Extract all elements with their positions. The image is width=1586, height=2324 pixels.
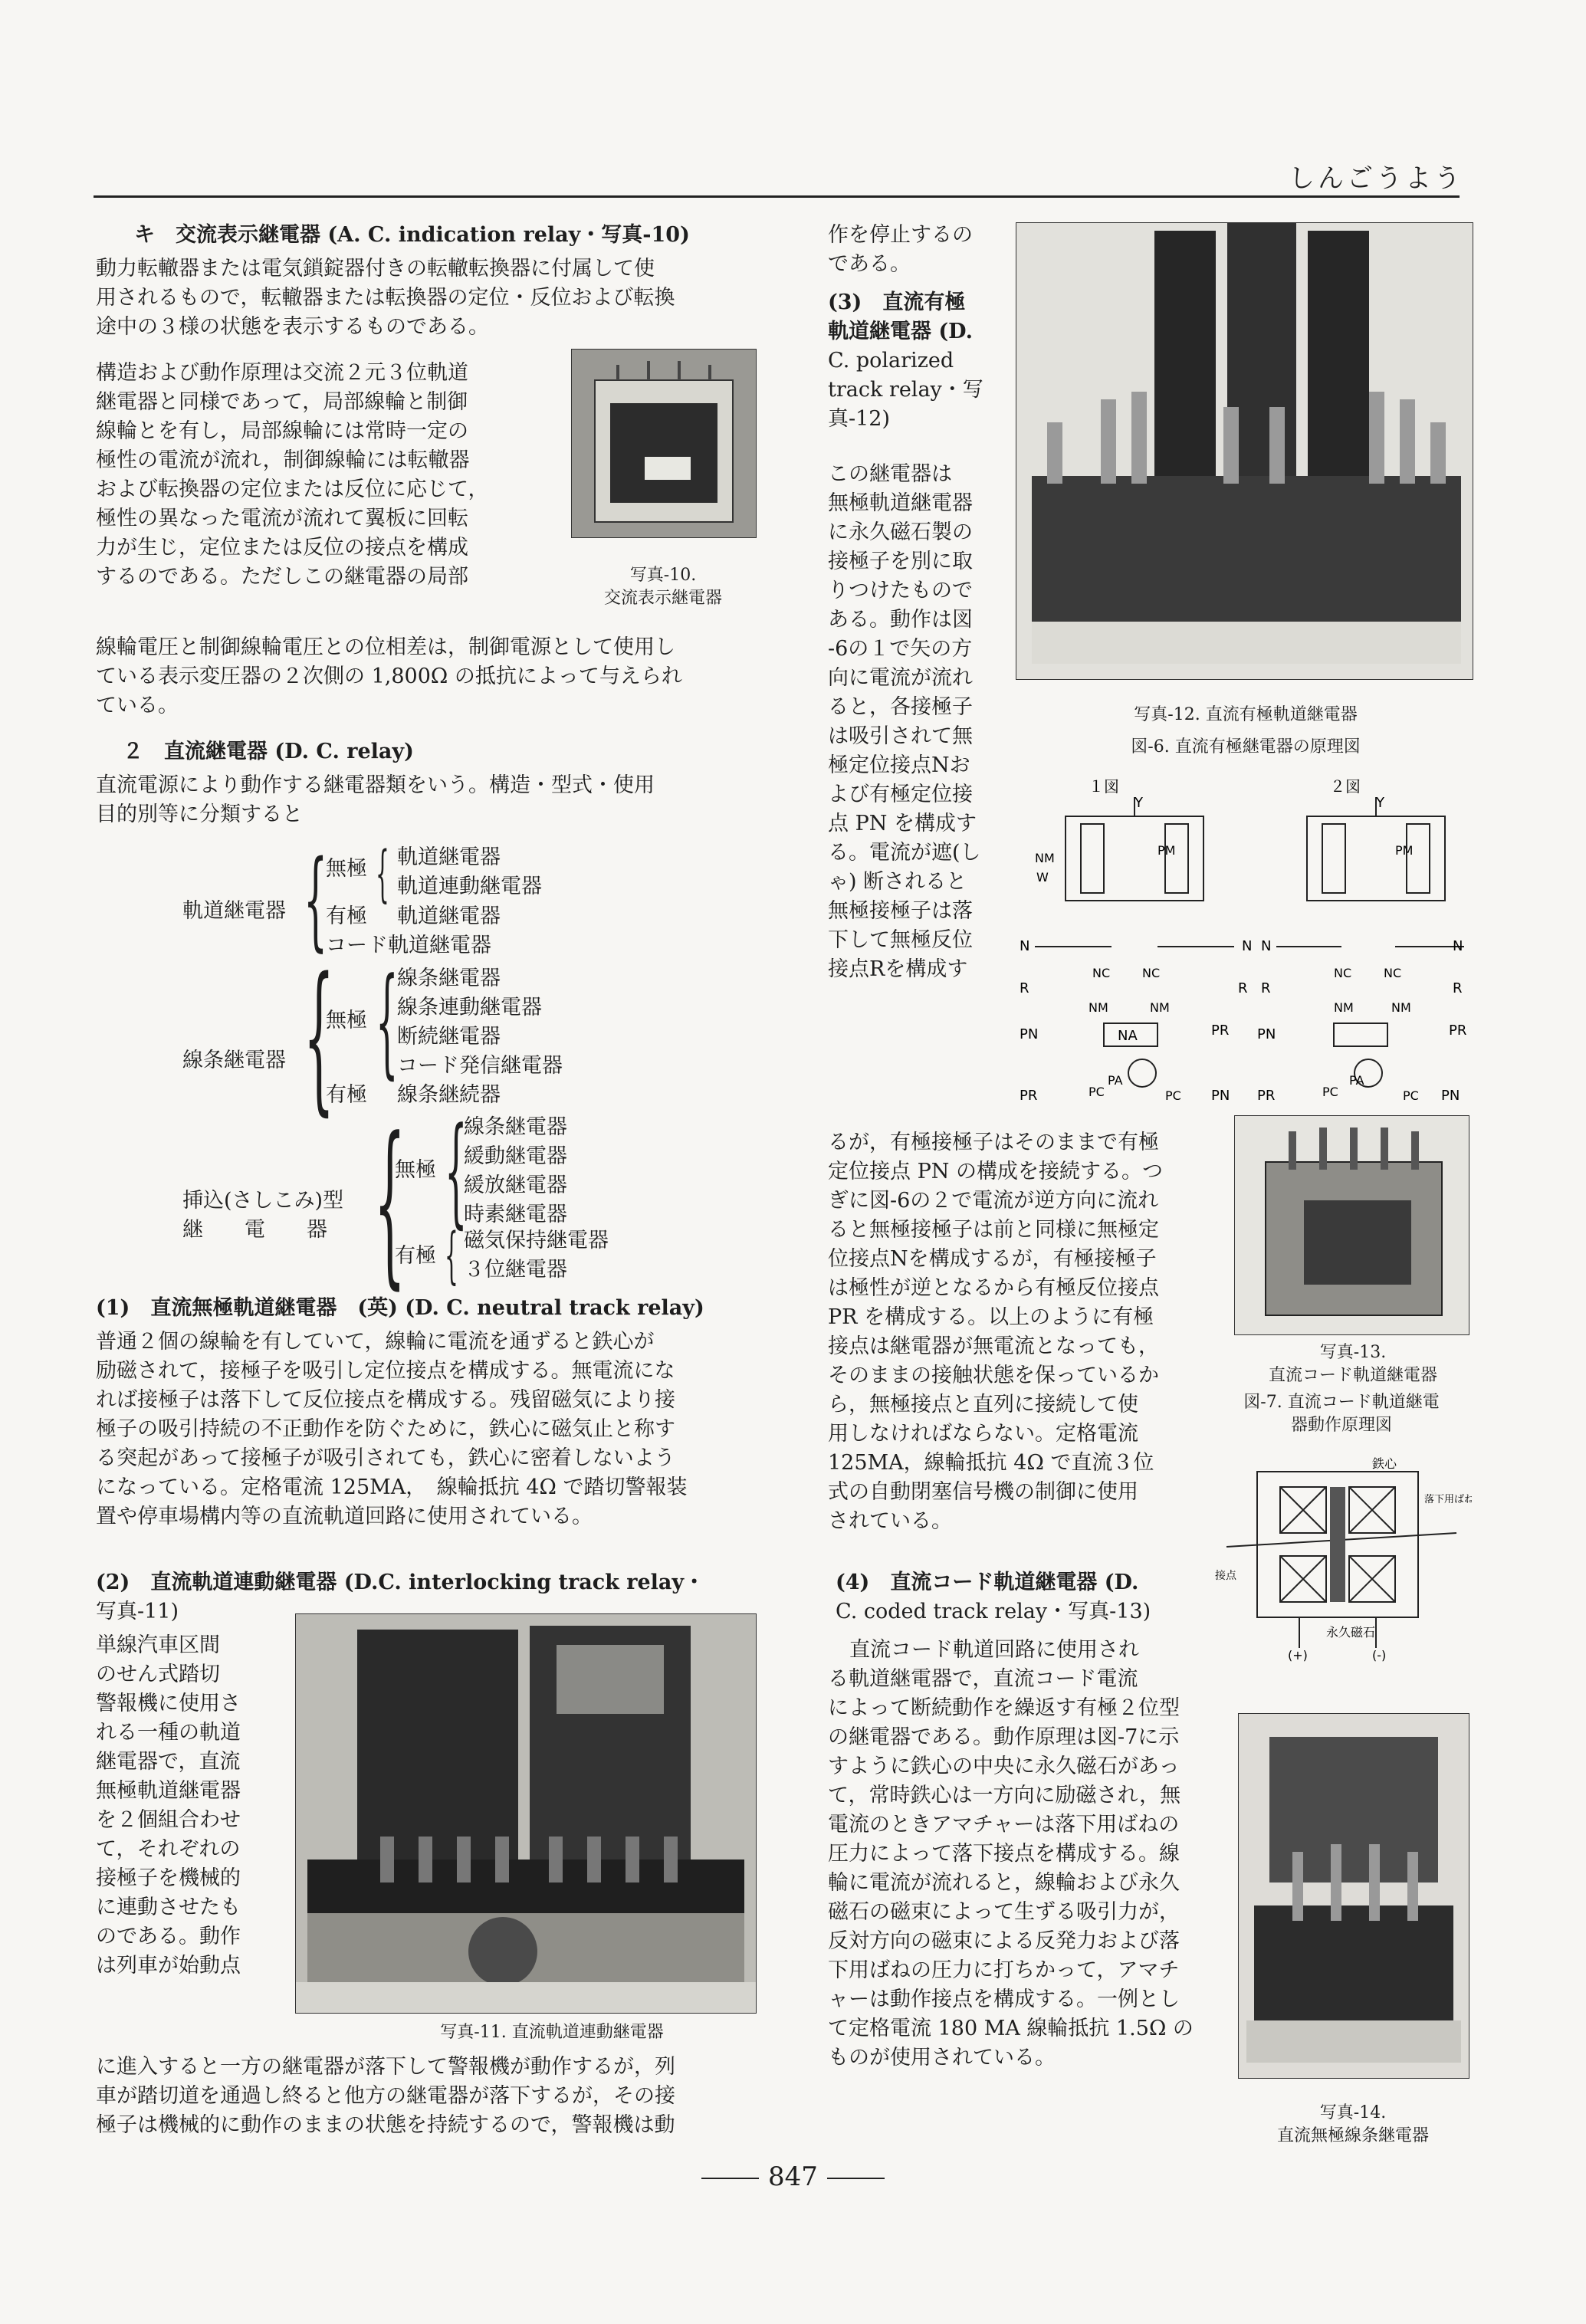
tree-track-nonpolar: 無極 [326, 857, 367, 881]
fig6-pc-1: PC [1089, 1085, 1105, 1099]
fig6-label-2: ２図 [1330, 777, 1361, 796]
fig6-r-3: R [1261, 980, 1271, 996]
caption-photo-11: 写真-11. 直流軌道連動継電器 [440, 2023, 664, 2042]
section-3-mid: るが，有極接極子はそのままで有極 定位接点 PN の構成を接続する。つ ぎに図-6の２で電流が逆方向に流れ ると無極接極子は前と同様に無極定 位接点Nを構成するが，有極接極子 は極性が逆となるから有極反位接点 PR を構成する。以上のように有極 接点は継電器が無電流となっても， そのままの接触状態を保っているか ら，無極接点と直列に接続して使 用しなければならない。定格電流 125MA，線輪抵抗 4Ω で直流３位 式の自動閉塞信号機の制御に使用 されている。 [828, 1131, 1163, 1533]
tree-track-items-a: 軌道継電器 軌道連動継電器 [397, 845, 542, 898]
section-ki-tail: 線輪電圧と制御線輪電圧との位相差は，制御電源として使用し ている表示変圧器の２次側の 1,800Ω の抵抗によって与えられ ている。 [96, 635, 682, 717]
section-3-narrow: この継電器は 無極軌道継電器 に永久磁石製の 接極子を別に取 りつけたもので ある。動作は図 -6の１で矢の方 向に電流が流れ ると，各接極子 は吸引されて無 極定位接点Nお よび有極定位接 点 PN を構成す る。電流が遮(し ゃ) 断されると 無極接極子は落 下して無極反位 接点Rを構成す [828, 462, 981, 981]
fig6-pr-4: PR [1257, 1088, 1276, 1104]
fig6-pr-1: PR [1211, 1022, 1230, 1039]
fig6-n-2: N [1242, 938, 1253, 954]
tree-brace-line: { [304, 943, 335, 1131]
caption-photo-14: 写真-14. 直流無極線条継電器 [1276, 2103, 1429, 2145]
fig6-y-2: Y [1376, 795, 1384, 811]
fig6-pa-1: PA [1108, 1073, 1123, 1088]
fig7-spring-label: 落下用ばね [1424, 1494, 1472, 1505]
header-rule [94, 195, 1460, 198]
tree-line-polar-item: 線条継続器 [397, 1083, 501, 1107]
fig6-n-1: N [1020, 938, 1030, 954]
fig6-n-3: N [1261, 938, 1272, 954]
fig6-r-4: R [1453, 980, 1463, 996]
section-2-2-tail: に進入すると一方の継電器が落下して警報機が動作するが，列 車が踏切道を通過し終ると他方の継電器が落下するが，その接 極子は機械的に動作のままの状態を持続するので，警報機は動 [96, 2055, 675, 2137]
page-number: 847 [0, 2162, 1586, 2192]
photo-13 [1234, 1115, 1469, 1335]
fig6-pn-1: PN [1020, 1026, 1039, 1042]
caption-photo-13: 写真-13. 直流コード軌道継電器 [1268, 1343, 1437, 1385]
caption-fig-6: 図-6. 直流有極継電器の原理図 [1131, 737, 1361, 757]
fig6-nc-3: NC [1334, 966, 1352, 980]
page-number-dash-right [827, 2178, 885, 2179]
photo-10 [571, 349, 757, 538]
fig6-pc-4: PC [1403, 1088, 1419, 1103]
fig6-r-2: R [1238, 980, 1248, 996]
tree-track-polar: 有極 [326, 904, 367, 928]
section-2-1-body: 普通２個の線輪を有していて，線輪に電流を通ずると鉄心が 励磁されて，接極子を吸引し定位接点を構成する。無電流にな れば接極子は落下して反位接点を構成する。残留磁気により接 極子の吸引持続の不正動作を防ぐために，鉄心に磁気止と称す る突起があって接極子が吸引されても，鉄心に密着しないよう になっている。定格電流 125MA， 線輪抵抗 4Ω で踏切警報装 置や停車場構内等の直流軌道回路に使用されている。 [96, 1330, 688, 1528]
tree-brace-track-a: { [376, 838, 389, 909]
tree-line-items-a: 線条継電器 線条連動継電器 断続継電器 コード発信継電器 [397, 967, 563, 1078]
fig6-pm-1: PM [1157, 843, 1176, 858]
photo-11 [295, 1613, 757, 2014]
caption-photo-12: 写真-12. 直流有極軌道継電器 [1134, 705, 1358, 724]
fig6-nc-2: NC [1142, 966, 1161, 980]
tree-track-group: 軌道継電器 [182, 899, 286, 923]
fig6-pm-2: PM [1395, 843, 1414, 858]
fig6-pc-2: PC [1165, 1088, 1181, 1103]
fig6-pc-3: PC [1322, 1085, 1338, 1099]
section-ki-narrow: 構造および動作原理は交流２元３位軌道 継電器と同様であって，局部線輪と制御 線輪とを有し，局部線輪には常時一定の 極性の電流が流れ，制御線輪には転轍器 および転換器の定位または反位に応じて， 極性の異なった電流が流れて翼板に回転 力が生じ，定位または反位の接点を構成 するのである。ただしこの継電器の局部 [96, 361, 489, 589]
fig6-pn-2: PN [1257, 1026, 1276, 1042]
fig7-core-label: 鉄心 [1372, 1456, 1397, 1471]
section-2-2-narrow: 単線汽車区間 のせん式踏切 警報機に使用さ れる一種の軌道 継電器で，直流 無極軌道継電器 を２個組合わせ て，それぞれの 接極子を機械的 に連動させたも のである。動作 は列車が始動点 [96, 1633, 241, 1978]
photo-12 [1016, 222, 1473, 680]
fig6-pr-3: PR [1020, 1088, 1038, 1104]
fig6-y-1: Y [1134, 795, 1143, 811]
tree-plug-items-b: 磁気保持継電器 ３位継電器 [464, 1229, 609, 1282]
tree-brace-plug-b: { [445, 1219, 458, 1291]
fig6-pr-2: PR [1449, 1022, 1467, 1039]
fig6-nm-5: NM [1391, 1000, 1411, 1015]
tree-track-code: コード軌道継電器 [326, 934, 491, 957]
photo-14 [1238, 1713, 1469, 2079]
right-top-text: 作を停止するの である。 [828, 223, 973, 276]
fig6-r-1: R [1020, 980, 1029, 996]
section-ki-title: キ 交流表示継電器 (A. C. indication relay・写真-10) [134, 223, 690, 247]
tree-brace-plug: { [374, 1101, 406, 1305]
section-ki-body: 動力転轍器または電気鎖錠器付きの転轍転換器に付属して使 用されるもので，転轍器または転換器の定位・反位および転換 途中の３様の状態を表示するものである。 [96, 257, 675, 339]
section-4-title: (4) 直流コード軌道継電器 (D. C. coded track relay・写真-13) [836, 1571, 1151, 1623]
section-2-1-title: (1) 直流無極軌道継電器 (英) (D. C. neutral track relay) [96, 1296, 704, 1320]
fig6-nc-4: NC [1384, 966, 1402, 980]
fig6-label-1: １図 [1089, 777, 1119, 796]
fig6-pa-2: PA [1349, 1073, 1364, 1088]
tree-line-nonpolar: 無極 [326, 1009, 367, 1032]
tree-brace-plug-a: { [445, 1101, 468, 1240]
fig6-pn-4: PN [1441, 1088, 1460, 1104]
page-number-dash-left [701, 2178, 759, 2179]
tree-line-polar: 有極 [326, 1083, 367, 1107]
fig6-w-1: W [1036, 870, 1049, 885]
fig6-n-4: N [1453, 938, 1463, 954]
tree-line-group: 線条継電器 [182, 1049, 286, 1072]
tree-plug-items-a: 線条継電器 緩動継電器 緩放継電器 時素継電器 [464, 1115, 567, 1226]
tree-plug-polar: 有極 [395, 1244, 436, 1268]
tree-plug-nonpolar: 無極 [395, 1158, 436, 1182]
section-2-title: ２ 直流継電器 (D. C. relay) [123, 740, 414, 763]
section-2-body: 直流電源により動作する継電器類をいう。構造・型式・使用 目的別等に分類すると [96, 773, 655, 826]
tree-track-polar-item: 軌道継電器 [397, 904, 501, 928]
section-3-title: (3) 直流有極 軌道継電器 (D. C. polarized track relay・写 真-12) [828, 290, 983, 431]
fig6-nm-1: NM [1035, 851, 1055, 865]
fig6-nm-3: NM [1150, 1000, 1170, 1015]
section-2-2-title: (2) 直流軌道連動継電器 (D.C. interlocking track relay・ 写真-11) [96, 1571, 705, 1623]
caption-photo-10: 写真-10. 交流表示継電器 [603, 566, 722, 608]
fig7-plus-label: (+) [1288, 1648, 1308, 1663]
fig6-nm-2: NM [1089, 1000, 1108, 1015]
tree-brace-track: { [304, 838, 328, 963]
fig6-nc-1: NC [1092, 966, 1111, 980]
running-head: しんごうよう [1289, 163, 1463, 194]
fig6-na-1: NA [1118, 1028, 1138, 1044]
fig7-minus-label: (-) [1372, 1648, 1387, 1663]
fig7-contact-label: 接点 [1215, 1570, 1236, 1582]
tree-plug-group: 挿込(さしこみ)型 継 電 器 [182, 1189, 344, 1242]
fig6-nm-4: NM [1334, 1000, 1354, 1015]
fig7-magnet-label: 永久磁石 [1326, 1625, 1376, 1640]
tree-brace-line-a: { [376, 952, 399, 1091]
figure-6-diagram [1020, 770, 1468, 1108]
caption-fig-7: 図-7. 直流コード軌道継電 器動作原理図 [1243, 1393, 1440, 1435]
figure-7-diagram [1211, 1456, 1472, 1663]
fig6-pn-3: PN [1211, 1088, 1230, 1104]
section-4-body: 直流コード軌道回路に使用され る軌道継電器で，直流コード電流 によって断続動作を繰返す有極２位型 の継電器である。動作原理は図-7に示 すように鉄心の中央に永久磁石があっ て，常時鉄心は一方向に励磁され，無 電流のときアマチャーは落下用ばねの 圧力によって落下接点を構成する。線 輪に電流が流れると，線輪および永久 磁石の磁束によって生ずる吸引力が， 反対方向の磁束による反発力および落 下用ばねの圧力に打ちかって，アマチ ャーは動作接点を構成する。一例とし て定格電流 180 MA 線輪抵抗 1.5Ω の ものが使用されている。 [828, 1638, 1194, 2070]
